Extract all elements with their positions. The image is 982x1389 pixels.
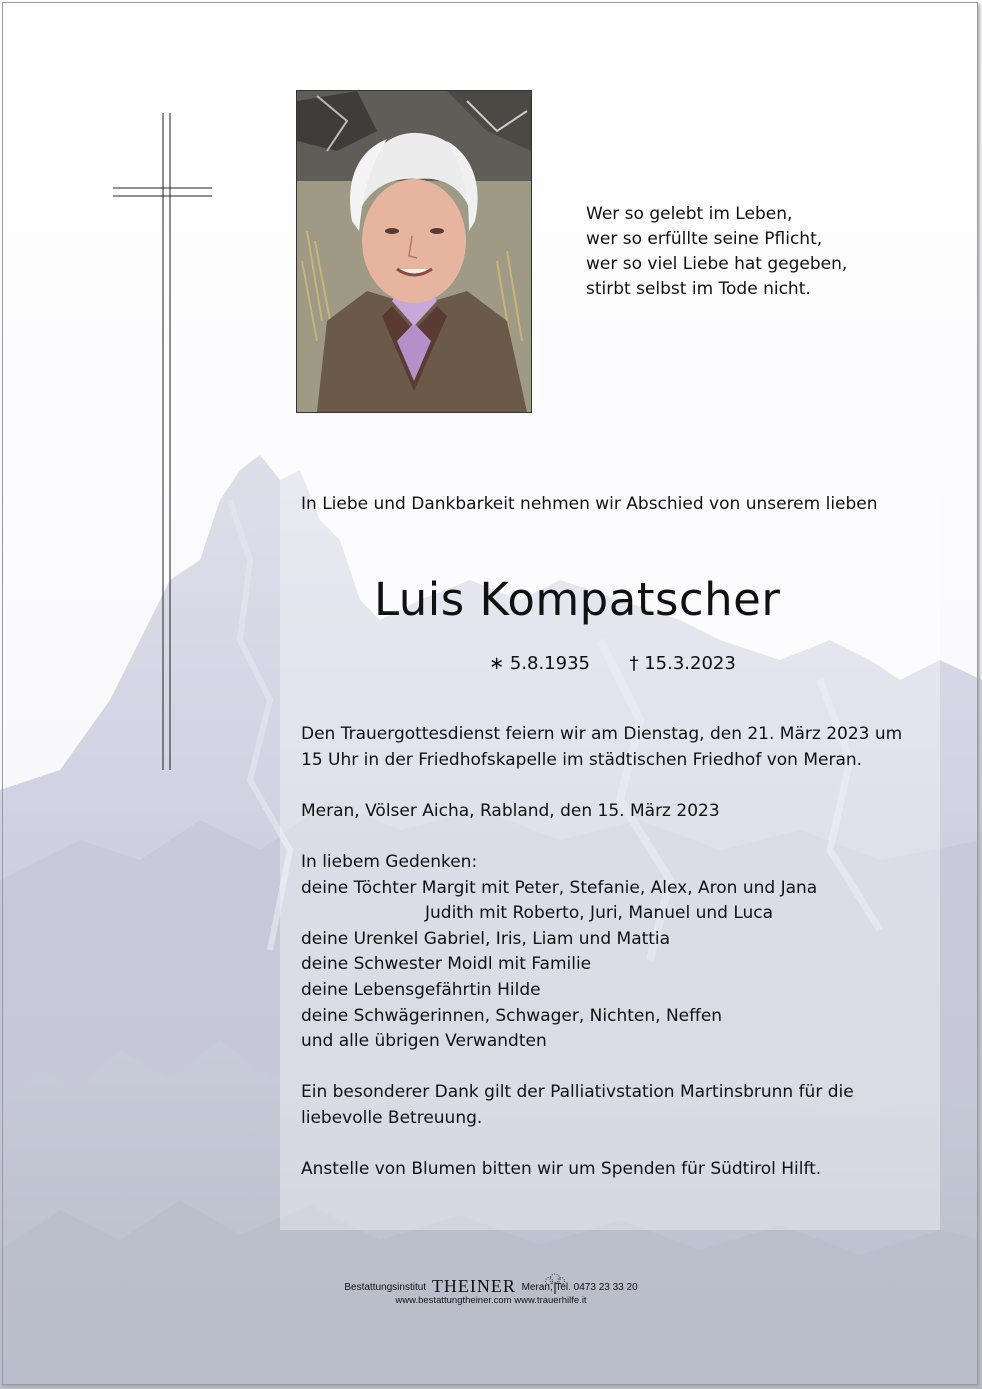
birth-star-icon: ∗ <box>489 653 505 674</box>
funeral-home-brand: THEINER <box>431 1276 516 1296</box>
mourners-list <box>301 850 921 1055</box>
thanks-line: liebevolle Betreuung. <box>301 1107 483 1128</box>
place-date-line: Meran, Völser Aicha, Rabland, den 15. März 2023 <box>301 800 720 821</box>
mourner-line: In liebem Gedenken: <box>301 851 478 872</box>
donation-note <box>301 1157 921 1183</box>
poem-line: Wer so gelebt im Leben, <box>586 204 793 224</box>
death-date: 15.3.2023 <box>644 653 736 674</box>
mourner-line: deine Schwester Moidl mit Familie <box>301 954 592 975</box>
mourner-line: deine Töchter Margit mit Peter, Stefanie, Alex, Aron und Jana <box>301 877 818 898</box>
service-info <box>301 722 921 773</box>
mourner-line: deine Schwägerinnen, Schwager, Nichten, Neffen <box>301 1005 723 1026</box>
life-dates <box>489 653 736 674</box>
service-line: Den Trauergottesdienst feiern wir am Dienstag, den 21. März 2023 um <box>301 724 903 744</box>
footer-websites[interactable]: www.bestattungtheiner.com www.trauerhilfe.it <box>395 1295 587 1306</box>
service-line: 15 Uhr in der Friedhofskapelle im städtischen Friedhof von Meran. <box>301 749 863 770</box>
poem-line: wer so viel Liebe hat gegeben, <box>586 254 848 274</box>
mourner-line: Judith mit Roberto, Juri, Manuel und Luca <box>425 903 774 924</box>
deceased-name: Luis Kompatscher <box>374 573 781 626</box>
person-portrait-icon <box>297 91 531 412</box>
mourner-line: deine Lebensgefährtin Hilde <box>301 979 541 1000</box>
funeral-home-footer <box>0 1276 982 1306</box>
thanks-line: Ein besonderer Dank gilt der Palliativstation Martinsbrunn für die <box>301 1082 854 1103</box>
death-cross-icon: † <box>629 653 639 674</box>
obituary-body <box>301 722 921 1208</box>
poem-line: wer so erfüllte seine Pflicht, <box>586 229 823 249</box>
footer-contact: Meran, Tel. 0473 23 33 20 <box>521 1282 638 1293</box>
funeral-home-line <box>0 1276 982 1297</box>
footer-prefix: Bestattungsinstitut <box>344 1282 427 1293</box>
portrait-photo <box>296 90 532 413</box>
intro-text: In Liebe und Dankbarkeit nehmen wir Abschied von unserem lieben <box>301 494 878 514</box>
mourner-line: deine Urenkel Gabriel, Iris, Liam und Mattia <box>301 928 671 949</box>
donation-line: Anstelle von Blumen bitten wir um Spenden für Südtirol Hilft. <box>301 1159 822 1180</box>
birth-date: 5.8.1935 <box>509 653 590 674</box>
place-date <box>301 799 921 825</box>
poem <box>586 202 847 302</box>
poem-line: stirbt selbst im Tode nicht. <box>586 279 811 299</box>
mourner-line: und alle übrigen Verwandten <box>301 1031 547 1052</box>
thanks-note <box>301 1080 921 1131</box>
